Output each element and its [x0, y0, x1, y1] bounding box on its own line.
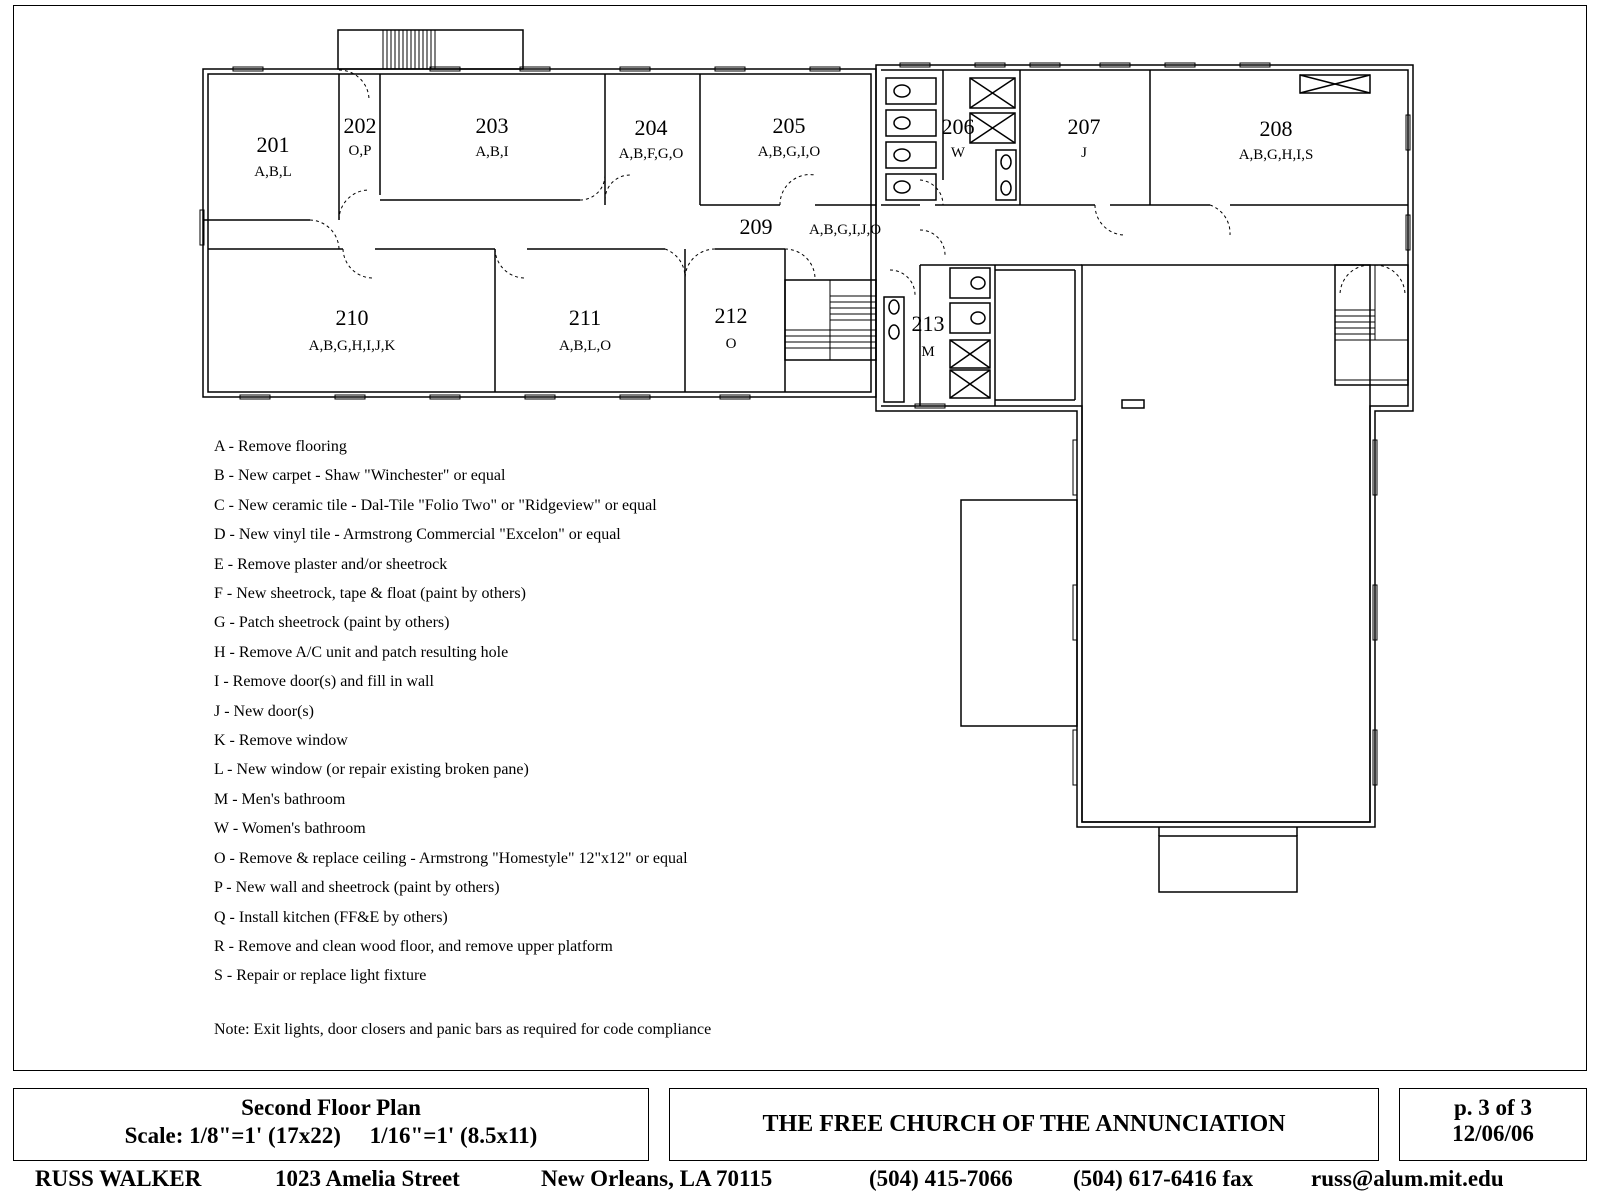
room-212-codes: O — [725, 336, 737, 352]
room-203-number: 203 — [475, 113, 509, 138]
room-205-number: 205 — [772, 113, 806, 138]
legend-item: J - New door(s) — [214, 702, 314, 720]
room-206-number: 206 — [941, 114, 975, 139]
legend-item: F - New sheetrock, tape & float (paint by others) — [214, 585, 526, 603]
legend-item: S - Repair or replace light fixture — [214, 967, 427, 985]
plan-title: Second Floor Plan — [241, 1095, 421, 1120]
room-209-codes: A,B,G,I,J,O — [808, 222, 882, 238]
legend-item: W - Women's bathroom — [214, 820, 366, 838]
room-212-number: 212 — [714, 303, 748, 328]
legend-item: D - New vinyl tile - Armstrong Commercial "Excelon" or equal — [214, 526, 621, 544]
legend-item: L - New window (or repair existing broken pane) — [214, 761, 529, 779]
room-202-codes: O,P — [348, 143, 372, 159]
room-204-number: 204 — [634, 115, 668, 140]
scale-secondary: 1/16"=1' (8.5x11) — [369, 1123, 538, 1148]
scale-primary: Scale: 1/8"=1' (17x22) — [124, 1123, 341, 1148]
room-208-codes: A,B,G,H,I,S — [1238, 147, 1314, 163]
room-210-codes: A,B,G,H,I,J,K — [308, 338, 396, 354]
room-205-codes: A,B,G,I,O — [757, 144, 821, 160]
legend-item: O - Remove & replace ceiling - Armstrong "Homestyle" 12"x12" or equal — [214, 849, 688, 867]
title-block-project — [669, 1088, 1379, 1161]
contact-email[interactable]: russ@alum.mit.edu — [1311, 1166, 1504, 1191]
legend-item: K - Remove window — [214, 732, 348, 750]
room-209-number: 209 — [739, 214, 773, 239]
contact-city: New Orleans, LA 70115 — [541, 1166, 773, 1191]
legend-item: R - Remove and clean wood floor, and remove upper platform — [214, 937, 613, 955]
contact-fax: (504) 617-6416 fax — [1073, 1166, 1254, 1191]
page-number: p. 3 of 3 — [1454, 1095, 1532, 1120]
contact-phone: (504) 415-7066 — [869, 1166, 1013, 1191]
plan-scale — [14, 1123, 648, 1149]
title-block-page — [1399, 1088, 1587, 1161]
contact-name: RUSS WALKER — [35, 1166, 202, 1191]
room-208-number: 208 — [1259, 116, 1293, 141]
room-204-codes: A,B,F,G,O — [618, 146, 684, 162]
legend-item: E - Remove plaster and/or sheetrock — [214, 555, 448, 573]
sanctuary — [1082, 265, 1370, 822]
compliance-note: Note: Exit lights, door closers and panic bars as required for code compliance — [214, 1021, 712, 1038]
room-201-number: 201 — [256, 132, 290, 157]
room-211-codes: A,B,L,O — [558, 338, 612, 354]
room-211-number: 211 — [568, 305, 602, 330]
contact-address: 1023 Amelia Street — [275, 1166, 460, 1191]
legend-item: Q - Install kitchen (FF&E by others) — [214, 908, 448, 926]
legend-item: M - Men's bathroom — [214, 790, 346, 808]
title-block-plan — [13, 1088, 649, 1161]
drawing-date: 12/06/06 — [1452, 1121, 1534, 1146]
legend-item: B - New carpet - Shaw "Winchester" or equal — [214, 467, 506, 485]
legend-item: A - Remove flooring — [214, 438, 347, 455]
room-213-codes: M — [921, 344, 935, 360]
room-213-number: 213 — [911, 311, 945, 336]
east-wing-outline — [876, 65, 1413, 827]
room-201-codes: A,B,L — [254, 164, 292, 180]
room-210-number: 210 — [335, 305, 369, 330]
legend-item: H - Remove A/C unit and patch resulting hole — [214, 643, 509, 661]
project-title: THE FREE CHURCH OF THE ANNUNCIATION — [762, 1111, 1286, 1137]
room-206-codes: W — [950, 145, 966, 161]
room-203-codes: A,B,I — [475, 144, 509, 160]
legend-item: P - New wall and sheetrock (paint by others) — [214, 879, 500, 897]
legend — [214, 432, 688, 991]
room-207-number: 207 — [1067, 114, 1101, 139]
room-207-codes: J — [1081, 145, 1087, 161]
legend-item: C - New ceramic tile - Dal-Tile "Folio Two" or "Ridgeview" or equal — [214, 496, 657, 514]
room-202-number: 202 — [343, 113, 377, 138]
legend-item: I - Remove door(s) and fill in wall — [214, 673, 434, 691]
legend-item: G - Patch sheetrock (paint by others) — [214, 614, 450, 632]
side-projection — [961, 500, 1077, 726]
bottom-projection — [1159, 836, 1297, 892]
